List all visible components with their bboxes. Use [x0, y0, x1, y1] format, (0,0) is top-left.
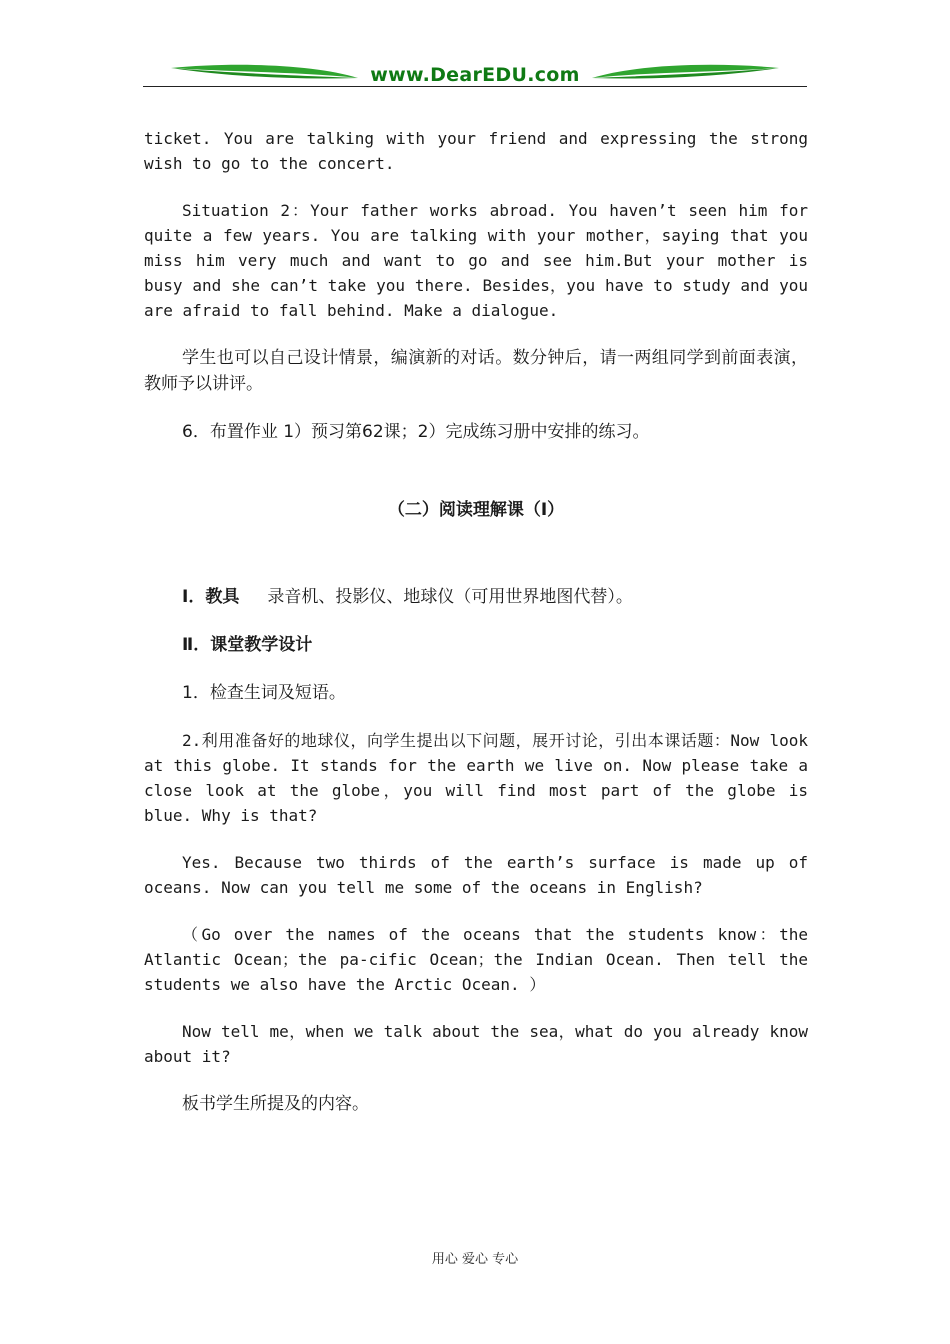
tools-label: Ⅰ．教具: [182, 587, 240, 607]
tools-text: 录音机、投影仪、地球仪（可用世界地图代替）。: [267, 587, 633, 607]
logo-text: www.DearEDU.com: [370, 64, 580, 86]
paragraph-tools: [144, 584, 808, 610]
paragraph-board: 板书学生所提及的内容。: [182, 1094, 369, 1114]
document-body: [144, 126, 808, 1139]
page-header: [143, 60, 807, 90]
paragraph-ticket: ticket. You are talking with your friend and expressing the strong wish to go to the concert.: [144, 129, 808, 173]
paragraph-student-design: 学生也可以自己设计情景，编演新的对话。数分钟后，请一两组同学到前面表演，教师予以讲评。: [144, 348, 808, 394]
header-divider: [143, 86, 807, 87]
paragraph-situation-2: Situation 2：Your father works abroad. You haven’t seen him for quite a few years. You are talking with your mother，saying that you miss him very much and want to go and see him.But your mother is busy and she can’t take you there. Besides，you have to study and you are afraid to fall behind. Make a dialogue.: [144, 201, 809, 320]
paragraph-go-over: （Go over the names of the oceans that the students know：the Atlantic Ocean；the pa-cific Ocean；the Indian Ocean. Then tell the students we also have the Arctic Ocean. ）: [144, 925, 808, 994]
section-title: （二）阅读理解课（Ⅰ）: [387, 500, 565, 520]
paragraph-homework: 6．布置作业 1）预习第62课；2）完成练习册中安排的练习。: [182, 422, 650, 442]
step-2: 2.利用准备好的地球仪，向学生提出以下问题，展开讨论，引出本课话题：Now look at this globe. It stands for the earth we live on. Now please take a close look at the globe，you will find most part of the globe is blue. Why is that?: [144, 731, 808, 825]
paragraph-now-tell: Now tell me，when we talk about the sea，what do you already know about it?: [144, 1022, 808, 1066]
paragraph-yes: Yes. Because two thirds of the earth’s surface is made up of oceans. Now can you tell me some of the oceans in English?: [144, 853, 808, 897]
page-footer: 用心 爱心 专心: [431, 1252, 519, 1267]
step-1: 1．检查生词及短语。: [182, 683, 346, 703]
design-heading: Ⅱ．课堂教学设计: [182, 635, 313, 655]
